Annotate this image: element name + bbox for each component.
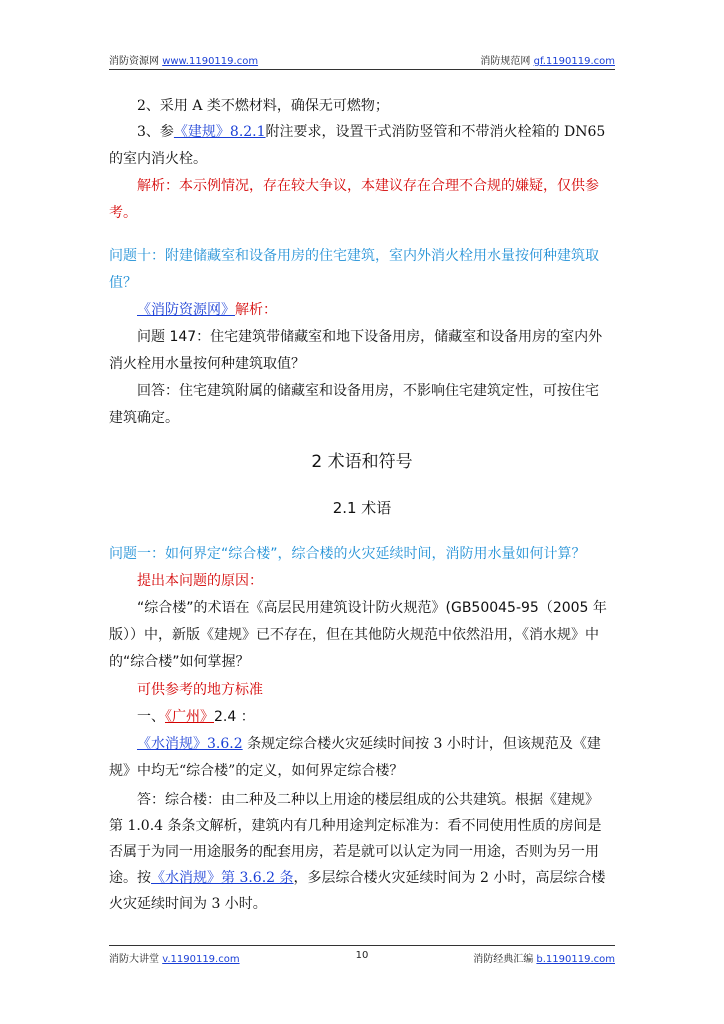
paragraph-line: 问题 147：住宅建筑带储藏室和地下设备用房，储藏室和设备用房的室内外 (137, 329, 603, 345)
paragraph-line: 消火栓用水量按何种建筑取值？ (109, 356, 305, 372)
question-heading: 值？ (109, 275, 137, 291)
answer-line: 否属于为同一用途服务的配套用房，若是就可以认定为同一用途，否则为另一用 (109, 844, 599, 860)
reference-link[interactable]: 《水消规》3.6.2 (137, 736, 243, 752)
analysis-line: 解析：本示例情况，存在较大争议，本建议存在合理不合规的嫌疑，仅供参 (137, 178, 599, 194)
header-left-label: 消防资源网 (109, 56, 159, 67)
analysis-line: 考。 (109, 205, 137, 221)
text: ，多层综合楼火灾延续时间为 2 小时，高层综合楼 (293, 870, 606, 886)
header-left (109, 52, 258, 67)
header-divider (109, 69, 615, 70)
header-right (480, 52, 615, 67)
reason-heading: 提出本问题的原因： (137, 573, 263, 589)
source-line (109, 300, 643, 320)
list-item: 2、采用 A 类不燃材料，确保无可燃物； (137, 98, 389, 114)
text: 3、参 (137, 124, 174, 140)
source-label: 解析： (235, 302, 277, 318)
text: 途。按 (109, 870, 151, 886)
header-left-link[interactable]: www.1190119.com (162, 56, 259, 67)
text: 条规定综合楼火灾延续时间按 3 小时计，但该规范及《建 (242, 736, 601, 752)
reference-link[interactable]: 《水消规》第 3.6.2 条 (151, 870, 294, 886)
local-standard-heading: 可供参考的地方标准 (137, 682, 263, 698)
chapter-title: 2 术语和符号 (311, 452, 413, 472)
footer-right-link[interactable]: b.1190119.com (536, 954, 615, 965)
answer-line: 建筑确定。 (109, 410, 179, 426)
text: 2.4 ： (214, 709, 255, 725)
answer-line: 回答：住宅建筑附属的储藏室和设备用房，不影响住宅建筑定性，可按住宅 (137, 383, 599, 399)
paragraph-line: “综合楼”的术语在《高层民用建筑设计防火规范》(GB50045-95（2005 年 (137, 600, 607, 616)
text: 附注要求，设置干式消防竖管和不带消火栓箱的 DN65 (265, 124, 606, 140)
answer-line: 答：综合楼：由二种及二种以上用途的楼层组成的公共建筑。根据《建规》 (137, 792, 599, 808)
footer-right (473, 950, 615, 965)
list-item (109, 707, 643, 727)
footer-right-label: 消防经典汇编 (473, 954, 534, 965)
paragraph-line: 规》中均无“综合楼”的定义，如何界定综合楼？ (109, 763, 404, 779)
paragraph-line: 的“综合楼”如何掌握？ (109, 654, 250, 670)
answer-line: 火灾延续时间为 3 小时。 (109, 896, 267, 912)
paragraph-line (109, 734, 643, 754)
list-item (109, 122, 643, 142)
footer-left-label: 消防大讲堂 (109, 954, 159, 965)
footer-left-link[interactable]: v.1190119.com (162, 954, 240, 965)
section-title: 2.1 术语 (332, 499, 392, 517)
question-heading: 问题十：附建储藏室和设备用房的住宅建筑，室内外消火栓用水量按何种建筑取 (109, 248, 599, 264)
header-right-link[interactable]: gf.1190119.com (533, 56, 615, 67)
reference-link[interactable]: 《建规》8.2.1 (173, 124, 266, 140)
question-heading: 问题一：如何界定“综合楼”，综合楼的火灾延续时间，消防用水量如何计算？ (109, 546, 586, 562)
page-footer (109, 950, 615, 966)
page-number: 10 (355, 950, 369, 961)
page-header (109, 52, 615, 68)
paragraph-line: 的室内消火栓。 (109, 151, 207, 167)
reference-link[interactable]: 《广州》 (165, 709, 214, 725)
answer-line: 第 1.0.4 条条文解析，建筑内有几种用途判定标准为：看不同使用性质的房间是 (109, 818, 602, 834)
header-right-label: 消防规范网 (480, 56, 531, 67)
footer-divider (109, 945, 615, 946)
answer-line (109, 868, 615, 888)
source-link[interactable]: 《消防资源网》 (137, 302, 235, 318)
text: 一、 (137, 709, 165, 725)
paragraph-line: 版））中，新版《建规》已不存在，但在其他防火规范中依然沿用，《消水规》中 (109, 627, 599, 643)
